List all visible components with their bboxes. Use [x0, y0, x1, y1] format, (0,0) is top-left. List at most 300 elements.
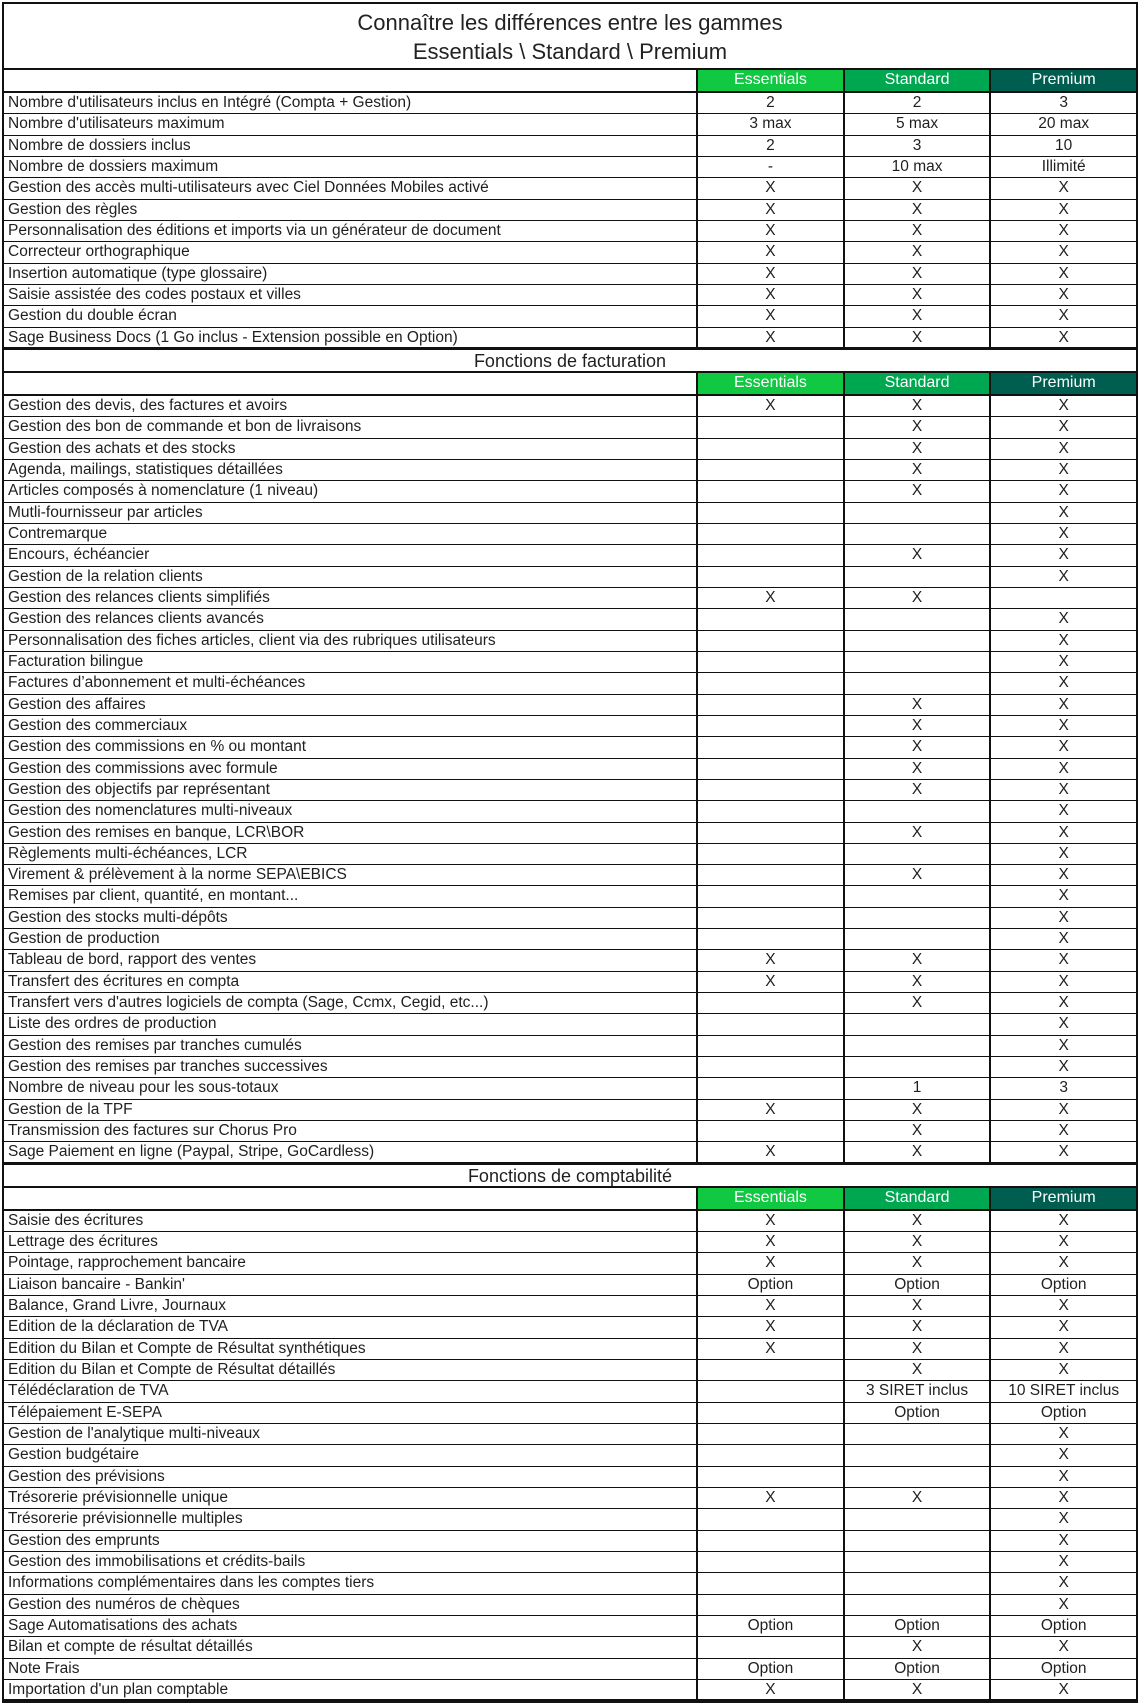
cell-premium: X: [1058, 307, 1069, 325]
row-label: Nombre d'utilisateurs inclus en Intégré (Compta + Gestion): [4, 93, 698, 113]
table-row: [4, 1014, 1136, 1035]
row-label: Gestion des remises par tranches successives: [4, 1057, 698, 1077]
column-header-standard: Standard: [845, 1188, 992, 1209]
cell-essentials: [698, 631, 845, 651]
cell-premium: X: [1058, 1467, 1069, 1485]
column-header-row: [4, 373, 1136, 396]
cell-premium: X: [1058, 738, 1069, 756]
row-label: Gestion des commissions en % ou montant: [4, 737, 698, 757]
cell-premium: X: [1058, 264, 1069, 282]
cell-premium: X: [1058, 482, 1069, 500]
cell-standard: X: [845, 865, 992, 885]
cell-essentials: X: [698, 972, 845, 992]
cell-premium: X: [1058, 221, 1069, 239]
row-label: Sage Business Docs (1 Go inclus - Extension possible en Option): [4, 328, 698, 347]
table-row: [4, 1488, 1136, 1509]
cell-standard: Option: [845, 1275, 992, 1295]
row-label: Gestion des emprunts: [4, 1531, 698, 1551]
cell-premium: X: [1058, 285, 1069, 303]
cell-premium: Option: [1040, 1275, 1087, 1293]
table-row: [4, 242, 1136, 263]
row-label: Articles composés à nomenclature (1 niveau): [4, 481, 698, 501]
cell-essentials: [698, 1014, 845, 1034]
table-row: [4, 1057, 1136, 1078]
table-row: [4, 1296, 1136, 1317]
cell-premium: X: [1058, 243, 1069, 261]
cell-premium: X: [1058, 1100, 1069, 1118]
table-row: [4, 1339, 1136, 1360]
row-label: Trésorerie prévisionnelle multiples: [4, 1509, 698, 1529]
cell-premium: X: [1058, 1058, 1069, 1076]
row-label: Gestion des remises en banque, LCR\BOR: [4, 823, 698, 843]
cell-essentials: [698, 823, 845, 843]
column-header-row: [4, 1188, 1136, 1211]
table-row: [4, 285, 1136, 306]
column-header-essentials: Essentials: [698, 70, 845, 91]
cell-premium: X: [1058, 1015, 1069, 1033]
cell-essentials: [698, 1467, 845, 1487]
cell-premium: X: [1058, 1318, 1069, 1336]
row-label: Insertion automatique (type glossaire): [4, 264, 698, 284]
cell-essentials: [698, 716, 845, 736]
table-row: [4, 1509, 1136, 1530]
cell-essentials: X: [698, 1253, 845, 1273]
cell-standard: X: [845, 1232, 992, 1252]
table-row: [4, 1036, 1136, 1057]
cell-standard: X: [845, 328, 992, 347]
table-row: [4, 844, 1136, 865]
row-label: Correcteur orthographique: [4, 242, 698, 262]
cell-premium: X: [1058, 780, 1069, 798]
table-row: [4, 865, 1136, 886]
cell-standard: X: [845, 242, 992, 262]
cell-premium: X: [1058, 546, 1069, 564]
row-label: Gestion de production: [4, 929, 698, 949]
cell-standard: X: [845, 1121, 992, 1141]
table-row: [4, 1211, 1136, 1232]
cell-essentials: X: [698, 306, 845, 326]
cell-standard: X: [845, 1339, 992, 1359]
row-label: Gestion des relances clients simplifiés: [4, 588, 698, 608]
cell-premium: X: [1058, 200, 1069, 218]
table-row: [4, 264, 1136, 285]
table-row: [4, 1680, 1136, 1701]
table-row: [4, 178, 1136, 199]
cell-essentials: [698, 801, 845, 821]
cell-premium: X: [1058, 1143, 1069, 1161]
cell-essentials: X: [698, 242, 845, 262]
table-row: [4, 524, 1136, 545]
cell-essentials: [698, 1573, 845, 1593]
cell-standard: X: [845, 588, 992, 608]
table-row: [4, 396, 1136, 417]
table-row: [4, 609, 1136, 630]
cell-premium: Option: [1040, 1659, 1087, 1677]
cell-premium: X: [1058, 1553, 1069, 1570]
table-row: [4, 737, 1136, 758]
row-label: Télédéclaration de TVA: [4, 1381, 698, 1401]
table-row: [4, 1445, 1136, 1466]
cell-premium: X: [1058, 866, 1069, 884]
cell-standard: [845, 908, 992, 928]
cell-standard: X: [845, 950, 992, 970]
cell-premium: Illimité: [1041, 157, 1086, 175]
cell-essentials: Option: [698, 1616, 845, 1636]
cell-standard: [845, 886, 992, 906]
cell-essentials: [698, 439, 845, 459]
cell-premium: X: [1058, 1122, 1069, 1140]
cell-essentials: X: [698, 1339, 845, 1359]
table-row: [4, 1360, 1136, 1381]
table-row: [4, 200, 1136, 221]
cell-essentials: 3 max: [698, 114, 845, 134]
table-row: [4, 759, 1136, 780]
section-title: Fonctions de comptabilité: [4, 1164, 1136, 1188]
row-label: Edition du Bilan et Compte de Résultat synthétiques: [4, 1339, 698, 1359]
row-label: Gestion des prévisions: [4, 1467, 698, 1487]
cell-premium: X: [1058, 1489, 1069, 1507]
cell-essentials: [698, 609, 845, 629]
cell-standard: X: [845, 972, 992, 992]
cell-standard: X: [845, 481, 992, 501]
cell-standard: X: [845, 285, 992, 305]
cell-premium: X: [1058, 1036, 1069, 1054]
cell-premium: X: [1058, 524, 1069, 542]
table-row: [4, 1659, 1136, 1680]
table-row: [4, 1595, 1136, 1616]
cell-premium: X: [1058, 631, 1069, 649]
cell-premium: 10: [1055, 136, 1073, 154]
cell-premium: Option: [1040, 1616, 1087, 1634]
cell-premium: X: [1058, 1339, 1069, 1357]
cell-premium: 20 max: [1038, 115, 1090, 133]
cell-essentials: X: [698, 221, 845, 241]
cell-standard: X: [845, 545, 992, 565]
cell-premium: X: [1058, 1425, 1069, 1443]
cell-premium: X: [1058, 652, 1069, 670]
cell-essentials: [698, 1381, 845, 1401]
row-label: Gestion des remises par tranches cumulés: [4, 1036, 698, 1056]
cell-essentials: [698, 1360, 845, 1380]
table-row: [4, 567, 1136, 588]
table-row: [4, 1467, 1136, 1488]
column-header-standard: Standard: [845, 373, 992, 394]
cell-premium: X: [1058, 567, 1069, 585]
row-label: Contremarque: [4, 524, 698, 544]
cell-essentials: Option: [698, 1659, 845, 1679]
table-row: [4, 417, 1136, 438]
row-label: Gestion de l'analytique multi-niveaux: [4, 1424, 698, 1444]
table-row: [4, 1616, 1136, 1637]
row-label: Transmission des factures sur Chorus Pro: [4, 1121, 698, 1141]
cell-premium: X: [1058, 1574, 1069, 1592]
row-label: Gestion des immobilisations et crédits-bails: [4, 1552, 698, 1572]
cell-standard: [845, 1014, 992, 1034]
row-label: Gestion des accès multi-utilisateurs avec Ciel Données Mobiles activé: [4, 178, 698, 198]
cell-standard: [845, 1424, 992, 1444]
cell-essentials: X: [698, 264, 845, 284]
cell-essentials: X: [698, 1142, 845, 1161]
cell-essentials: X: [698, 1317, 845, 1337]
cell-essentials: 2: [698, 136, 845, 156]
cell-essentials: [698, 1595, 845, 1615]
cell-premium: X: [1058, 930, 1069, 948]
cell-premium: X: [1058, 396, 1069, 414]
row-label: Gestion des numéros de chèques: [4, 1595, 698, 1615]
cell-essentials: X: [698, 200, 845, 220]
cell-standard: Option: [845, 1659, 992, 1679]
cell-essentials: X: [698, 1680, 845, 1699]
cell-standard: 2: [845, 93, 992, 113]
cell-essentials: [698, 503, 845, 523]
cell-premium: X: [1058, 716, 1069, 734]
table-row: [4, 1403, 1136, 1424]
cell-essentials: X: [698, 1488, 845, 1508]
row-label: Pointage, rapprochement bancaire: [4, 1253, 698, 1273]
cell-standard: X: [845, 823, 992, 843]
cell-essentials: [698, 1036, 845, 1056]
cell-premium: X: [1058, 418, 1069, 436]
cell-standard: X: [845, 200, 992, 220]
cell-essentials: [698, 737, 845, 757]
cell-standard: [845, 1573, 992, 1593]
cell-essentials: [698, 567, 845, 587]
cell-essentials: [698, 417, 845, 437]
row-label: Personnalisation des fiches articles, client via des rubriques utilisateurs: [4, 631, 698, 651]
row-label: Nombre d'utilisateurs maximum: [4, 114, 698, 134]
cell-essentials: -: [698, 157, 845, 177]
cell-standard: X: [845, 1488, 992, 1508]
cell-essentials: X: [698, 178, 845, 198]
cell-standard: X: [845, 417, 992, 437]
cell-standard: X: [845, 759, 992, 779]
cell-standard: [845, 1552, 992, 1572]
cell-standard: [845, 673, 992, 693]
table-row: [4, 439, 1136, 460]
cell-premium: X: [1058, 759, 1069, 777]
cell-essentials: [698, 1121, 845, 1141]
cell-standard: [845, 524, 992, 544]
cell-essentials: [698, 759, 845, 779]
cell-premium: X: [1058, 610, 1069, 628]
cell-premium: X: [1058, 887, 1069, 905]
row-label: Factures d’abonnement et multi-échéances: [4, 673, 698, 693]
table-row: [4, 1232, 1136, 1253]
column-header-standard: Standard: [845, 70, 992, 91]
table-row: [4, 1531, 1136, 1552]
cell-essentials: X: [698, 328, 845, 347]
cell-premium: X: [1058, 951, 1069, 969]
cell-essentials: X: [698, 285, 845, 305]
row-label: Balance, Grand Livre, Journaux: [4, 1296, 698, 1316]
table-row: [4, 1552, 1136, 1573]
cell-premium: X: [1058, 1446, 1069, 1464]
column-header-blank: [4, 70, 698, 91]
table-row: [4, 716, 1136, 737]
table-row: [4, 993, 1136, 1014]
cell-essentials: X: [698, 1232, 845, 1252]
cell-standard: [845, 503, 992, 523]
table-row: [4, 136, 1136, 157]
cell-premium: X: [1058, 1510, 1069, 1528]
cell-standard: X: [845, 178, 992, 198]
cell-premium: 3: [1059, 1079, 1068, 1097]
cell-essentials: [698, 1424, 845, 1444]
row-label: Règlements multi-échéances, LCR: [4, 844, 698, 864]
cell-standard: [845, 1036, 992, 1056]
cell-standard: X: [845, 1211, 992, 1231]
cell-essentials: X: [698, 1100, 845, 1120]
column-header-blank: [4, 373, 698, 394]
cell-essentials: [698, 780, 845, 800]
cell-standard: [845, 631, 992, 651]
cell-premium: X: [1058, 802, 1069, 820]
table-row: [4, 972, 1136, 993]
cell-essentials: [698, 865, 845, 885]
row-label: Transfert vers d'autres logiciels de compta (Sage, Ccmx, Cegid, etc...): [4, 993, 698, 1013]
row-label: Nombre de dossiers inclus: [4, 136, 698, 156]
cell-standard: 3 SIRET inclus: [845, 1381, 992, 1401]
table-row: [4, 481, 1136, 502]
cell-standard: [845, 1057, 992, 1077]
cell-essentials: [698, 673, 845, 693]
cell-standard: 1: [845, 1078, 992, 1098]
column-header-blank: [4, 1188, 698, 1209]
cell-premium: X: [1058, 674, 1069, 692]
cell-standard: X: [845, 221, 992, 241]
column-header-essentials: Essentials: [698, 373, 845, 394]
row-label: Sage Automatisations des achats: [4, 1616, 698, 1636]
title-line-2: Essentials \ Standard \ Premium: [412, 39, 728, 64]
table-row: [4, 695, 1136, 716]
cell-premium: X: [1058, 1254, 1069, 1272]
table-row: [4, 886, 1136, 907]
row-label: Transfert des écritures en compta: [4, 972, 698, 992]
row-label: Saisie des écritures: [4, 1211, 698, 1231]
table-row: [4, 673, 1136, 694]
row-label: Gestion des stocks multi-dépôts: [4, 908, 698, 928]
table-row: [4, 545, 1136, 566]
row-label: Nombre de dossiers maximum: [4, 157, 698, 177]
section-title: Fonctions de facturation: [4, 349, 1136, 373]
row-label: Sage Paiement en ligne (Paypal, Stripe, GoCardless): [4, 1142, 698, 1161]
table-row: [4, 1424, 1136, 1445]
cell-standard: X: [845, 1317, 992, 1337]
cell-premium: X: [1058, 823, 1069, 841]
cell-premium: X: [1058, 179, 1069, 197]
cell-standard: [845, 1531, 992, 1551]
table-row: [4, 157, 1136, 178]
row-label: Gestion de la relation clients: [4, 567, 698, 587]
cell-essentials: [698, 1509, 845, 1529]
cell-standard: X: [845, 780, 992, 800]
cell-premium: X: [1058, 460, 1069, 478]
column-header-row: [4, 70, 1136, 93]
cell-standard: Option: [845, 1403, 992, 1423]
cell-essentials: [698, 1403, 845, 1423]
comparison-table: [2, 2, 1138, 1703]
cell-standard: [845, 1467, 992, 1487]
page-title: [4, 4, 1136, 70]
cell-standard: [845, 801, 992, 821]
row-label: Virement & prélèvement à la norme SEPA\EBICS: [4, 865, 698, 885]
cell-essentials: [698, 1531, 845, 1551]
cell-standard: X: [845, 306, 992, 326]
row-label: Gestion des règles: [4, 200, 698, 220]
cell-essentials: 2: [698, 93, 845, 113]
row-label: Gestion des achats et des stocks: [4, 439, 698, 459]
row-label: Gestion des relances clients avancés: [4, 609, 698, 629]
table-row: [4, 1078, 1136, 1099]
cell-essentials: Option: [698, 1275, 845, 1295]
cell-premium: X: [1058, 908, 1069, 926]
title-line-1: Connaître les différences entre les gammes: [357, 10, 783, 35]
column-header-premium: Premium: [991, 373, 1136, 394]
row-label: Gestion des devis, des factures et avoirs: [4, 396, 698, 416]
cell-essentials: [698, 886, 845, 906]
cell-standard: [845, 1509, 992, 1529]
table-row: [4, 1253, 1136, 1274]
row-label: Gestion des commissions avec formule: [4, 759, 698, 779]
row-label: Gestion des nomenclatures multi-niveaux: [4, 801, 698, 821]
cell-standard: X: [845, 1360, 992, 1380]
row-label: Gestion des affaires: [4, 695, 698, 715]
table-row: [4, 1275, 1136, 1296]
cell-standard: X: [845, 737, 992, 757]
cell-premium: X: [1058, 1361, 1069, 1379]
row-label: Gestion des bon de commande et bon de livraisons: [4, 417, 698, 437]
table-row: [4, 306, 1136, 327]
table-row: [4, 1317, 1136, 1338]
column-header-essentials: Essentials: [698, 1188, 845, 1209]
table-row: [4, 631, 1136, 652]
row-label: Encours, échéancier: [4, 545, 698, 565]
row-label: Gestion budgétaire: [4, 1445, 698, 1465]
cell-essentials: [698, 481, 845, 501]
table-row: [4, 1637, 1136, 1658]
cell-standard: X: [845, 1100, 992, 1120]
cell-standard: X: [845, 264, 992, 284]
column-header-premium: Premium: [991, 70, 1136, 91]
cell-premium: X: [1058, 439, 1069, 457]
cell-standard: X: [845, 1253, 992, 1273]
row-label: Nombre de niveau pour les sous-totaux: [4, 1078, 698, 1098]
row-label: Liste des ordres de production: [4, 1014, 698, 1034]
table-row: [4, 1573, 1136, 1594]
cell-standard: X: [845, 695, 992, 715]
cell-essentials: [698, 524, 845, 544]
row-label: Mutli-fournisseur par articles: [4, 503, 698, 523]
row-label: Importation d'un plan comptable: [4, 1680, 698, 1699]
cell-standard: X: [845, 1296, 992, 1316]
cell-essentials: X: [698, 1211, 845, 1231]
table-row: [4, 1381, 1136, 1402]
row-label: Télépaiement E-SEPA: [4, 1403, 698, 1423]
table-row: [4, 221, 1136, 242]
table-row: [4, 908, 1136, 929]
table-row: [4, 114, 1136, 135]
cell-standard: X: [845, 1680, 992, 1699]
cell-premium: 10 SIRET inclus: [1008, 1382, 1120, 1400]
cell-premium: Option: [1040, 1403, 1087, 1421]
cell-essentials: [698, 1057, 845, 1077]
cell-standard: [845, 609, 992, 629]
cell-essentials: [698, 929, 845, 949]
cell-premium: X: [1058, 1233, 1069, 1251]
cell-essentials: X: [698, 588, 845, 608]
table-row: [4, 328, 1136, 349]
cell-standard: X: [845, 439, 992, 459]
